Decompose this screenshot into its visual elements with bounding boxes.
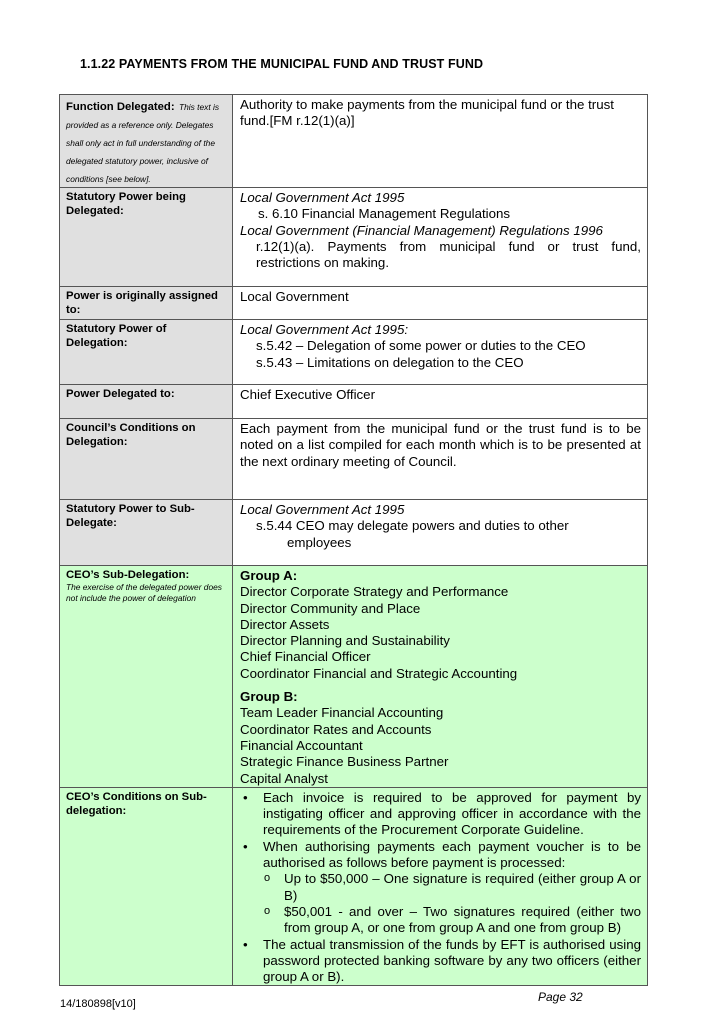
row-label: CEO’s Sub-Delegation: (66, 569, 190, 581)
value-cell (233, 787, 648, 986)
section-heading: 1.1.22 PAYMENTS FROM THE MUNICIPAL FUND AND TRUST FUND (80, 57, 484, 71)
group-a-item: Director Community and Place (240, 600, 421, 616)
row-label: Statutory Power being Delegated: (66, 191, 186, 217)
condition-text: The actual transmission of the funds by EFT is authorised using password protected banking software by any two officers (either group A or B). (263, 936, 641, 985)
section-line: s.5.44 CEO may delegate powers and duties to other (256, 518, 569, 534)
row-label: Statutory Power of Delegation: (66, 323, 167, 349)
label-cell (60, 95, 233, 188)
label-cell (60, 787, 233, 986)
regulation-title: Local Government (Financial Management) Regulations 1996 (240, 222, 603, 238)
label-cell (60, 385, 233, 419)
row-council-conditions (60, 419, 648, 500)
group-b-item: Team Leader Financial Accounting (240, 705, 444, 721)
row-label: Power Delegated to: (66, 388, 175, 400)
reference-note: This text is provided as a reference only. Delegates shall only act in full understanding of the delegated statutory power, inclusive of conditions [see below]. (66, 102, 220, 184)
value-cell (233, 188, 648, 287)
value-cell (233, 287, 648, 320)
act-title: Local Government Act 1995: (240, 322, 409, 337)
label-cell (60, 566, 233, 788)
council-conditions-text: Each payment from the municipal fund or the trust fund is to be noted on a list compiled for each month which is to be presented at the next ordinary meeting of Council. (240, 421, 641, 469)
section-line: s. 6.10 Financial Management Regulations (258, 206, 511, 222)
sub-condition-text: $50,001 - and over – Two signatures required (either two from group A, or one from group A and one from group B) (284, 903, 641, 936)
function-text: Authority to make payments from the municipal fund or the trust fund.[FM r.12(1)(a)] (240, 97, 614, 129)
label-cell (60, 188, 233, 287)
group-a-item: Coordinator Financial and Strategic Accounting (240, 665, 518, 681)
row-ceo-conditions (60, 787, 648, 986)
group-a-title: Group A: (240, 568, 298, 583)
delegation-table (59, 94, 648, 986)
group-a-item: Director Planning and Sustainability (240, 633, 450, 649)
row-label: Power is originally assigned to: (66, 290, 218, 316)
condition-item (240, 937, 641, 986)
label-cell (60, 320, 233, 385)
row-delegated-to (60, 385, 648, 419)
assigned-text: Local Government (240, 289, 349, 304)
act-title: Local Government Act 1995 (240, 502, 405, 517)
condition-item (240, 790, 641, 839)
row-label: CEO’s Conditions on Sub-delegation: (66, 790, 207, 817)
sub-condition-text: Up to $50,000 – One signature is required (either group A or B) (284, 871, 641, 903)
row-label: Function Delegated: (66, 101, 175, 113)
regulation-line: r.12(1)(a). Payments from municipal fund or trust fund, restrictions on making. (256, 238, 641, 271)
document-reference: 14/180898[v10] (60, 998, 136, 1010)
signature-sublist (263, 871, 641, 936)
value-cell (233, 385, 648, 419)
section-line: s.5.43 – Limitations on delegation to the CEO (256, 354, 524, 370)
value-cell (233, 500, 648, 566)
row-function-delegated (60, 95, 648, 188)
sub-condition-item (263, 871, 641, 904)
row-label: Statutory Power to Sub-Delegate: (66, 503, 195, 529)
page-number: Page 32 (538, 990, 583, 1004)
condition-text: Each invoice is required to be approved for payment by instigating officer and approving officer in accordance with the requirements of the Procurement Corporate Guideline. (263, 789, 641, 838)
conditions-list (240, 790, 641, 986)
group-b-item: Coordinator Rates and Accounts (240, 721, 432, 737)
row-statutory-power (60, 188, 648, 287)
row-sub-delegate-power (60, 500, 648, 566)
act-title: Local Government Act 1995 (240, 190, 405, 205)
label-cell (60, 500, 233, 566)
condition-item (240, 839, 641, 937)
condition-text: When authorising payments each payment voucher is to be authorised as follows before payment is processed: (263, 838, 641, 871)
delegate-text: Chief Executive Officer (240, 387, 375, 402)
group-b-item: Financial Accountant (240, 737, 363, 753)
section-line-cont: employees (287, 534, 352, 550)
row-ceo-sub-delegation (60, 566, 648, 788)
value-cell (233, 566, 648, 788)
label-cell (60, 419, 233, 500)
group-a-item: Chief Financial Officer (240, 649, 371, 665)
group-b-title: Group B: (240, 689, 298, 705)
row-label: Council’s Conditions on Delegation: (66, 422, 196, 448)
row-power-of-delegation (60, 320, 648, 385)
label-cell (60, 287, 233, 320)
sub-condition-item (263, 904, 641, 937)
value-cell (233, 95, 648, 188)
row-assigned-to (60, 287, 648, 320)
value-cell (233, 320, 648, 385)
group-b-item: Strategic Finance Business Partner (240, 754, 449, 770)
group-a-item: Director Assets (240, 616, 330, 632)
value-cell (233, 419, 648, 500)
group-a-item: Director Corporate Strategy and Performance (240, 584, 509, 600)
sub-delegation-note: The exercise of the delegated power does not include the power of delegation (66, 582, 222, 603)
section-line: s.5.42 – Delegation of some power or duties to the CEO (256, 338, 586, 354)
group-b-item: Capital Analyst (240, 770, 328, 786)
